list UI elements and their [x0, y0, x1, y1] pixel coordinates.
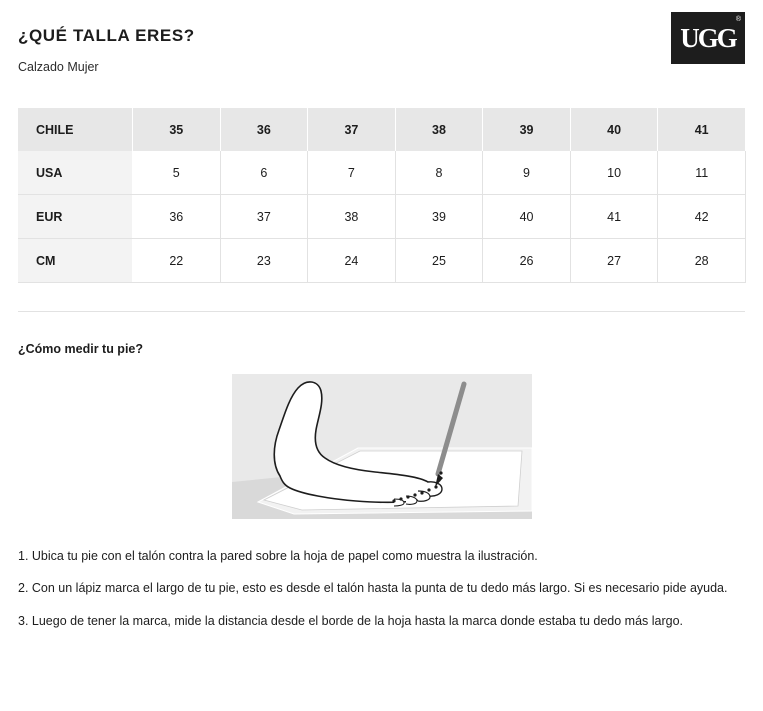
instruction-step: 3. Luego de tener la marca, mide la distancia desde el borde de la hoja hasta la marca donde estaba tu dedo más largo. — [18, 613, 684, 628]
table-cell: 24 — [308, 239, 396, 283]
table-cell: 41 — [570, 195, 658, 239]
measure-section-title: ¿Cómo medir tu pie? — [18, 342, 143, 356]
size-table-section — [18, 108, 745, 312]
table-cell: 37 — [220, 195, 308, 239]
illustration-container — [0, 374, 763, 519]
table-cell: 6 — [220, 151, 308, 195]
table-cell: 26 — [483, 239, 571, 283]
table-cell: 36 — [133, 195, 221, 239]
instruction-step: 1. Ubica tu pie con el talón contra la pared sobre la hoja de papel como muestra la ilustración. — [18, 549, 538, 563]
instructions-list — [18, 547, 745, 631]
table-cell: 5 — [133, 151, 221, 195]
table-body — [18, 151, 746, 283]
foot-measuring-illustration — [232, 374, 532, 519]
ugg-logo-text: UGG — [680, 22, 736, 53]
table-row — [18, 151, 746, 195]
table-cell: 38 — [308, 195, 396, 239]
instruction-step: 2. Con un lápiz marca el largo de tu pie, esto es desde el talón hasta la punta de tu dedo más largo. Si es necesario pide ayuda. — [18, 581, 728, 596]
table-cell: 7 — [308, 151, 396, 195]
registered-trademark-icon: ® — [735, 16, 741, 23]
table-cell: 40 — [483, 195, 571, 239]
page-header — [0, 0, 763, 74]
table-cell: 39 — [395, 195, 483, 239]
table-header-cell: 40 — [570, 108, 658, 151]
table-cell: 25 — [395, 239, 483, 283]
size-conversion-table — [18, 108, 746, 283]
table-cell: 8 — [395, 151, 483, 195]
table-header-cell: 37 — [308, 108, 396, 151]
table-cell: 10 — [570, 151, 658, 195]
table-row-label: USA — [18, 151, 133, 195]
page-title: ¿QUÉ TALLA ERES? — [18, 26, 195, 45]
table-header — [18, 108, 746, 151]
table-row-label: CM — [18, 239, 133, 283]
table-cell: 27 — [570, 239, 658, 283]
table-cell: 11 — [658, 151, 746, 195]
table-header-cell-chile: CHILE — [18, 108, 133, 151]
table-header-cell: 36 — [220, 108, 308, 151]
table-cell: 42 — [658, 195, 746, 239]
foot-measuring-illustration-svg — [232, 374, 532, 519]
table-header-row — [18, 108, 746, 151]
table-header-cell: 38 — [395, 108, 483, 151]
table-cell: 22 — [133, 239, 221, 283]
table-cell: 28 — [658, 239, 746, 283]
table-row — [18, 195, 746, 239]
table-cell: 23 — [220, 239, 308, 283]
table-row — [18, 239, 746, 283]
table-row-label: EUR — [18, 195, 133, 239]
table-cell: 9 — [483, 151, 571, 195]
page-subtitle: Calzado Mujer — [18, 60, 99, 74]
ugg-logo — [671, 12, 745, 64]
table-header-cell: 35 — [133, 108, 221, 151]
table-header-cell: 39 — [483, 108, 571, 151]
table-header-cell: 41 — [658, 108, 746, 151]
